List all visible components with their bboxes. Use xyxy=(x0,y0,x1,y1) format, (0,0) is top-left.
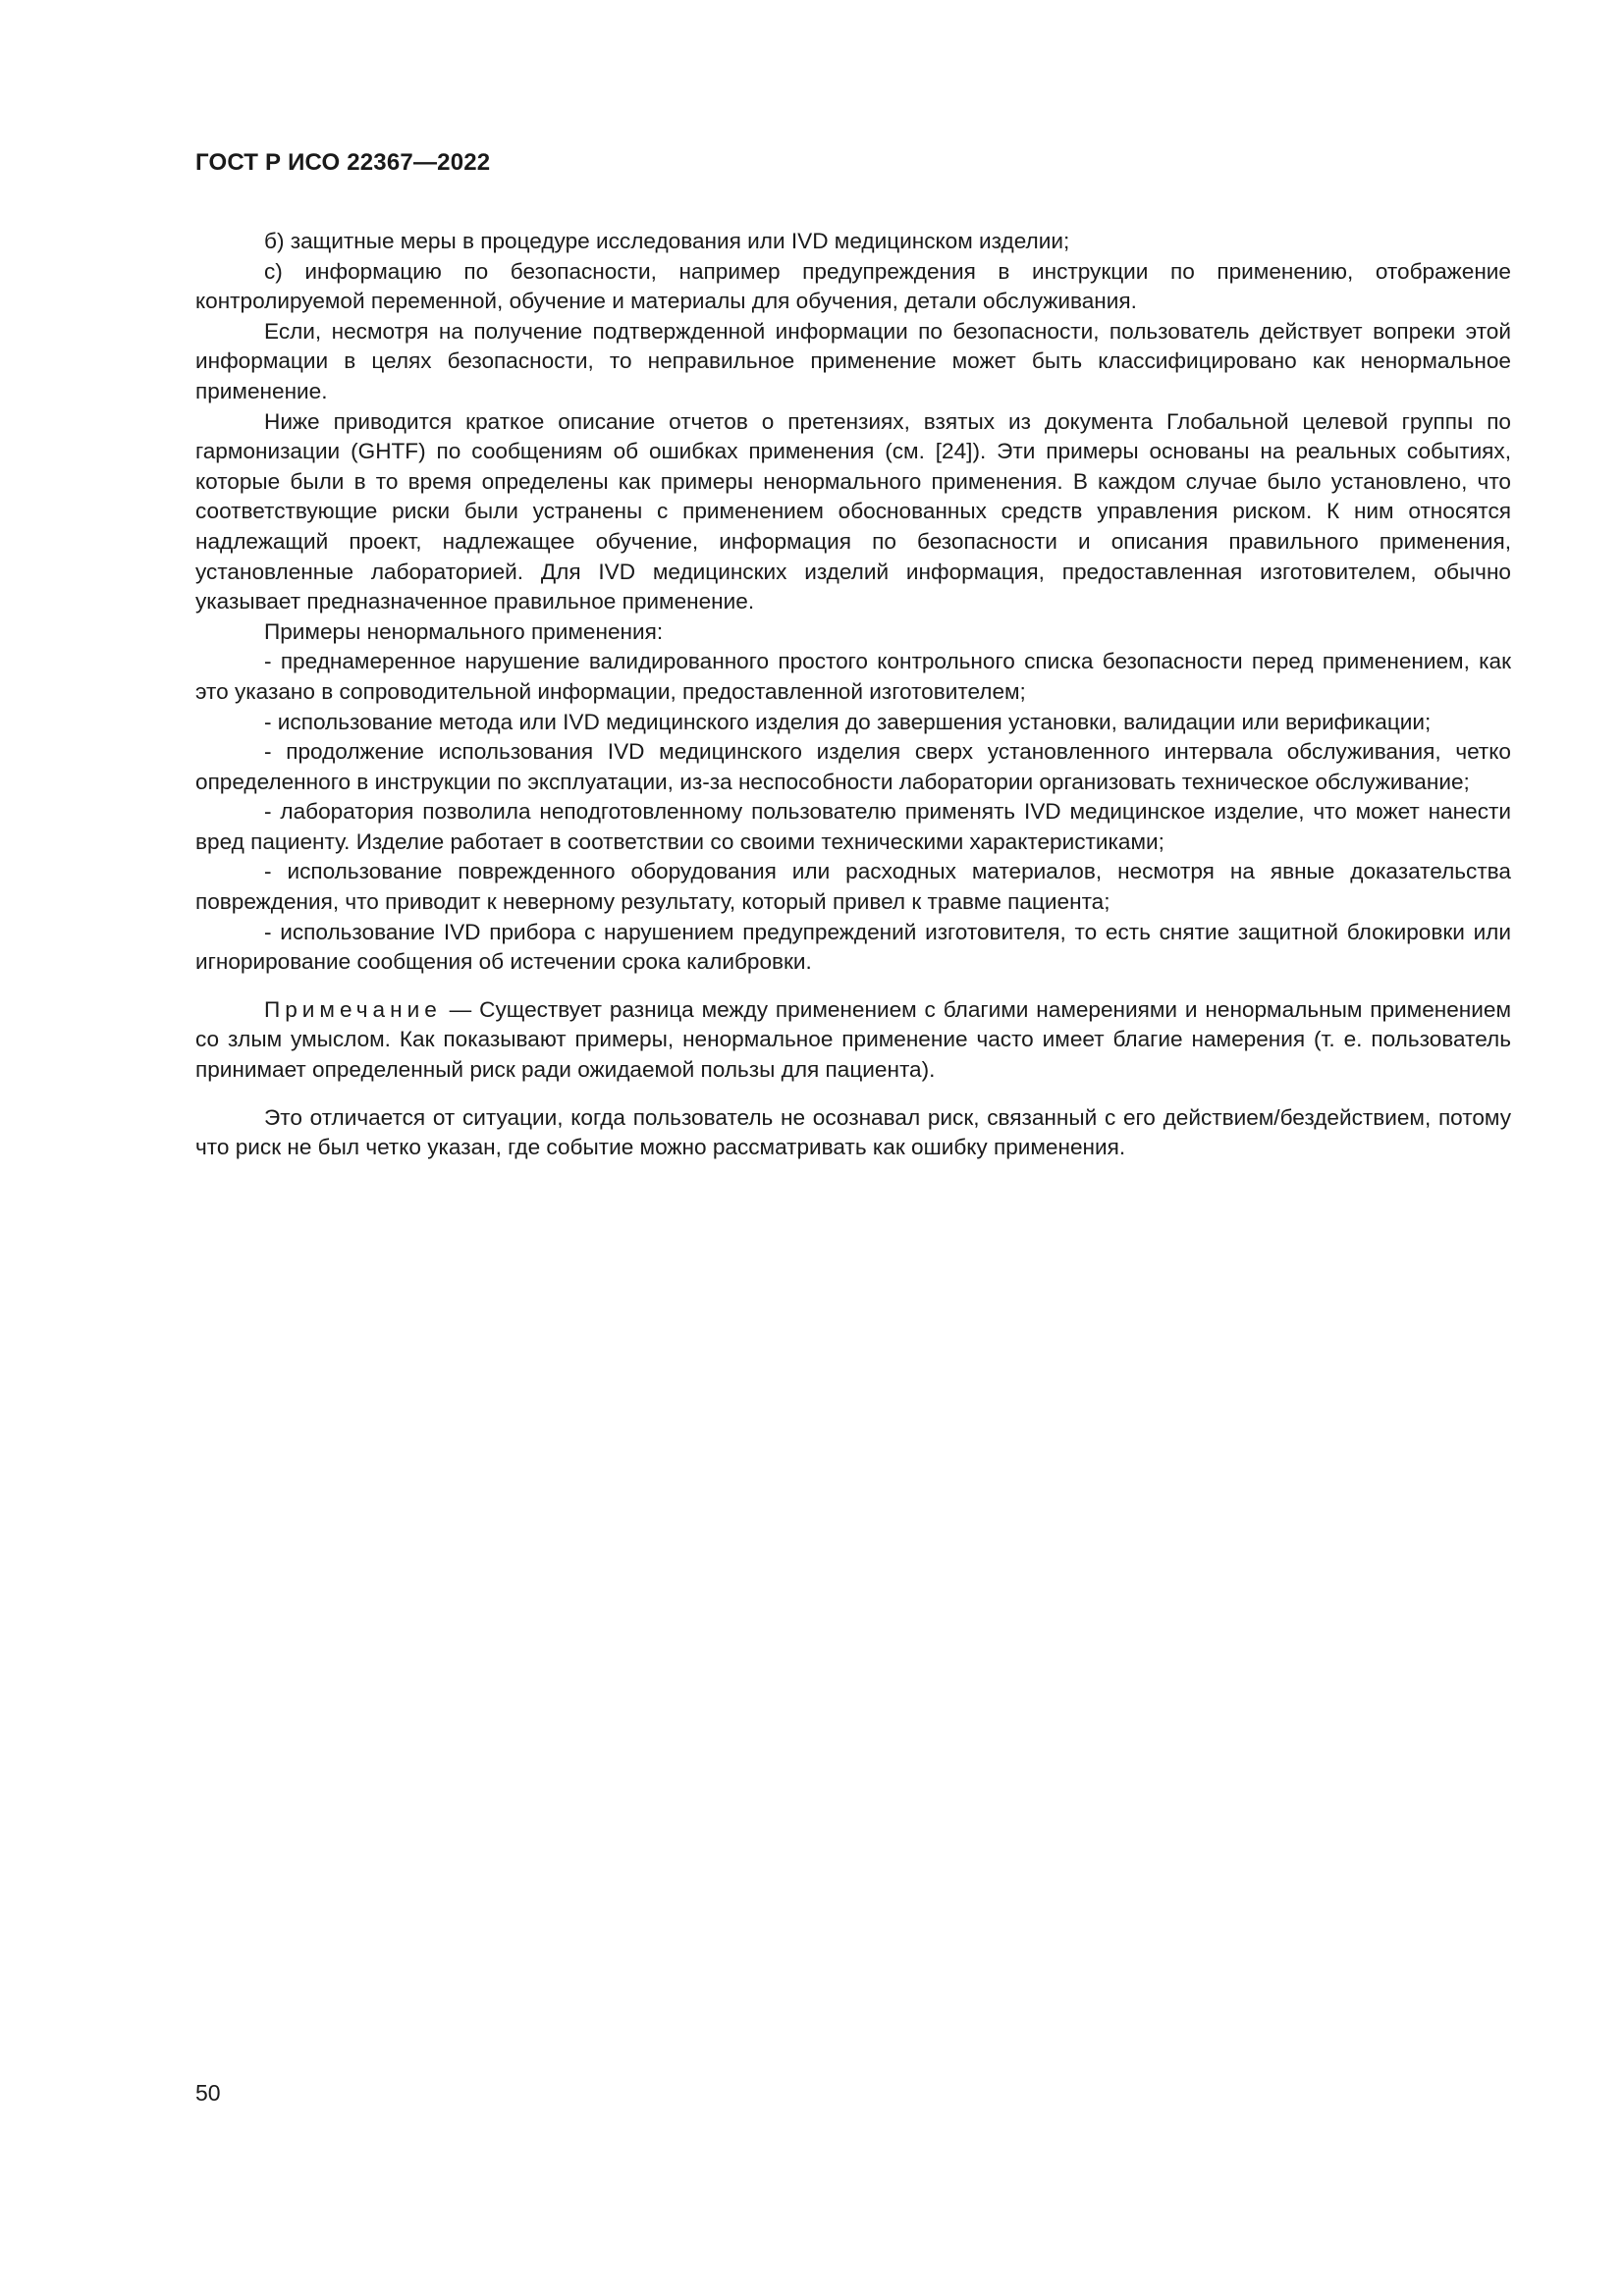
list-item-damaged-equipment: - использование поврежденного оборудования или расходных материалов, несмотря на явные доказательства повреждения, что приводит к неверному результату, который привел к травме пациента; xyxy=(195,859,1511,915)
paragraph-misuse-definition: Если, несмотря на получение подтвержденной информации по безопасности, пользователь действует вопреки этой информации в целях безопасности, то неправильное применение может быть классифицировано как ненормальное применение. xyxy=(195,318,1511,403)
list-item-premature-use: - использование метода или IVD медицинского изделия до завершения установки, валидации или верификации; xyxy=(264,709,1432,734)
list-item-untrained-user: - лаборатория позволила неподготовленному пользователю применять IVD медицинское изделие, что может нанести вред пациенту. Изделие работает в соответствии со своими техническими характеристиками; xyxy=(195,799,1511,854)
page-number: 50 xyxy=(195,2080,221,2106)
list-item-ignored-warnings: - использование IVD прибора с нарушением предупреждений изготовителя, то есть снятие защитной блокировки или игнорирование сообщения об истечении срока калибровки. xyxy=(195,919,1511,975)
list-item-checklist-violation: - преднамеренное нарушение валидированного простого контрольного списка безопасности перед применением, как это указано в сопроводительной информации, предоставленной изготовителем; xyxy=(195,649,1511,704)
document-code-header: ГОСТ Р ИСО 22367—2022 xyxy=(195,149,491,176)
paragraph-item-b: б) защитные меры в процедуре исследования или IVD медицинском изделии; xyxy=(264,229,1070,253)
note-text: — Существует разница между применением с благими намерениями и ненормальным применением со злым умыслом. Как показывают примеры, ненормальное применение часто имеет благие намерения (т. е. пользователь принимает определенный риск ради ожидаемой пользы для пациента). xyxy=(195,996,1511,1083)
paragraph-item-c: с) информацию по безопасности, например предупреждения в инструкции по применению, отображение контролируемой переменной, обучение и материалы для обучения, детали обслуживания. xyxy=(195,258,1511,314)
list-item-service-interval: - продолжение использования IVD медицинского изделия сверх установленного интервала обслуживания, четко определенного в инструкции по эксплуатации, из-за неспособности лаборатории организовать техническое обслуживание; xyxy=(195,739,1511,794)
document-body xyxy=(195,227,1511,1163)
closing-paragraph: Это отличается от ситуации, когда пользователь не осознавал риск, связанный с его действием/бездействием, потому что риск не был четко указан, где событие можно рассматривать как ошибку применения. xyxy=(195,1104,1511,1160)
note-paragraph xyxy=(195,995,1511,1086)
paragraph-examples-intro: Примеры ненормального применения: xyxy=(264,618,664,644)
paragraph-ghtf-summary: Ниже приводится краткое описание отчетов о претензиях, взятых из документа Глобальной целевой группы по гармонизации (GHTF) по сообщениям об ошибках применения (см. [24]). Эти примеры основаны на реальных событиях, которые были в то время определены как примеры ненормального применения. В каждом случае было установлено, что соответствующие риски были устранены с применением обоснованных средств управления риском. К ним относятся надлежащий проект, надлежащее обучение, информация по безопасности и описания правильного применения, установленные лабораторией. Для IVD медицинских изделий информация, предоставленная изготовителем, обычно указывает предназначенное правильное применение. xyxy=(195,408,1511,614)
note-label: Примечание xyxy=(264,996,442,1022)
